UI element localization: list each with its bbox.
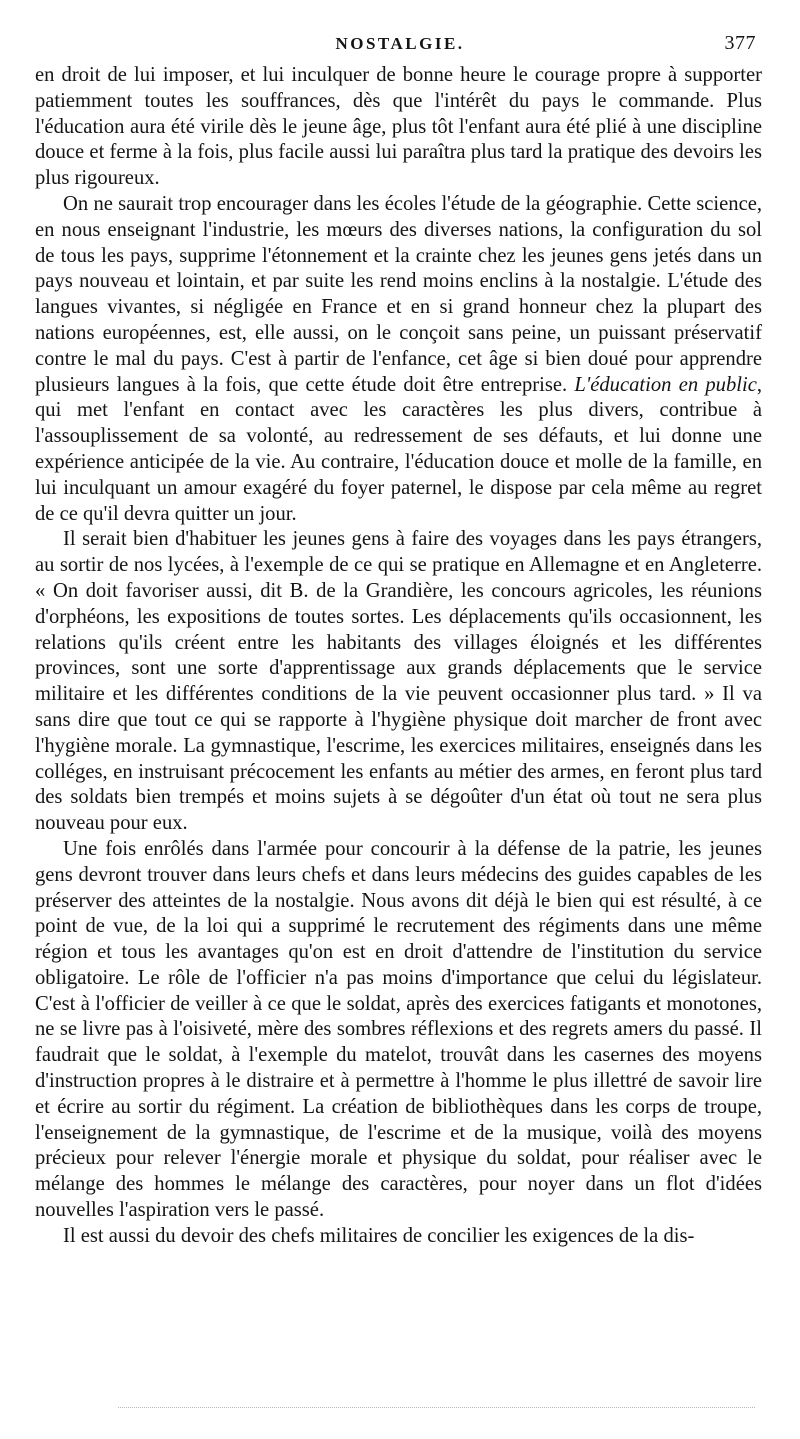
paragraph-2 xyxy=(35,192,762,527)
paragraph-2-text-a: On ne saurait trop encourager dans les écoles l'étude de la géographie. Cette science, en nous enseignant l'industrie, les mœurs des diverses nations, la configuration du sol de tous les pays, supprime l'étonnement et la crainte chez les jeunes gens jetés dans un pays nouveau et lointain, et par suite les rend moins enclins à la nostalgie. L'étude des langues vivantes, si négligée en France et en si grand honneur chez la plupart des nations européennes, est, elle aussi, on le conçoit sans peine, un puissant préservatif contre le mal du pays. C'est à partir de l'enfance, cet âge si bien doué pour apprendre plusieurs langues à la fois, que cette étude doit être entreprise. xyxy=(35,192,762,396)
paragraph-1: en droit de lui imposer, et lui inculquer de bonne heure le courage propre à supporter patiemment toutes les souffrances, dès que l'intérêt du pays le commande. Plus l'éducation aura été virile dès le jeune âge, plus tôt l'enfant aura été plié à une discipline douce et ferme à la fois, plus facile aussi lui paraîtra plus tard la pratique des devoirs les plus rigoureux. xyxy=(35,64,762,190)
paragraph-4: Une fois enrôlés dans l'armée pour concourir à la défense de la patrie, les jeunes gens devront trouver dans leurs chefs et dans leurs médecins des guides capables de les préserver des atteintes de la nostalgie. Nous avons dit déjà le bien qui est résulté, à ce point de vue, de la loi qui a supprimé le recrutement des régiments dans une même région et tous les avantages qu'on est en droit d'attendre de l'institution du service obligatoire. Le rôle de l'officier n'a pas moins d'importance que celui du législateur. C'est à l'officier de veiller à ce que le soldat, après des exercices fatigants et monotones, ne se livre pas à l'oisiveté, mère des sombres réflexions et des regrets amers du passé. Il faudrait que le soldat, à l'exemple du matelot, trouvât dans les casernes des moyens d'instruction propres à le distraire et à permettre à l'homme le plus illettré de savoir lire et écrire au sortir du régiment. La création de bibliothèques dans les corps de troupe, l'enseignement de la gymnastique, de l'escrime et de la musique, voilà des moyens précieux pour relever l'énergie morale et physique du soldat, pour réaliser avec le mélange des hommes le mélange des caractères, pour noyer dans un flot d'idées nouvelles l'aspiration vers le passé. xyxy=(35,837,762,1222)
running-head xyxy=(0,30,800,60)
paragraph-5: Il est aussi du devoir des chefs militaires de concilier les exigences de la dis- xyxy=(63,1224,695,1247)
paragraph-2-text-b: , qui met l'enfant en contact avec les caractères les plus divers, contribue à l'assouplissement de sa volonté, au redressement de ses défauts, et lui donne une expérience anticipée de la vie. Au contraire, l'éducation douce et molle de la famille, en lui inculquant un amour exagéré du foyer paternel, le dispose par cela même au regret de ce qu'il devra quitter un jour. xyxy=(35,373,763,525)
bottom-scan-rule xyxy=(118,1407,755,1408)
paragraph-3: Il serait bien d'habituer les jeunes gens à faire des voyages dans les pays étrangers, au sortir de nos lycées, à l'exemple de ce qui se pratique en Allemagne et en Angleterre. « On doit favoriser aussi, dit B. de la Grandière, les concours agricoles, les réunions d'orphéons, les expositions de toutes sortes. Les déplacements qu'ils occasionnent, les relations qu'ils créent entre les habitants des villages éloignés et les différentes provinces, sont une sorte d'apprentissage aux grands déplacements que le service militaire et les différentes conditions de la vie peuvent occasionner plus tard. » Il va sans dire que tout ce qui se rapporte à l'hygiène physique doit marcher de front avec l'hygiène morale. La gymnastique, l'escrime, les exercices militaires, enseignés dans les colléges, en instruisant précocement les enfants au métier des armes, en feront plus tard des soldats bien trempés et moins sujets à se dégoûter d'un état où tout ne sera plus nouveau pour eux. xyxy=(35,528,762,835)
body-text xyxy=(35,63,762,1250)
running-title: NOSTALGIE. xyxy=(335,34,465,53)
paragraph-2-emphasis: L'éducation en public xyxy=(574,373,757,396)
page-number: 377 xyxy=(724,32,756,54)
